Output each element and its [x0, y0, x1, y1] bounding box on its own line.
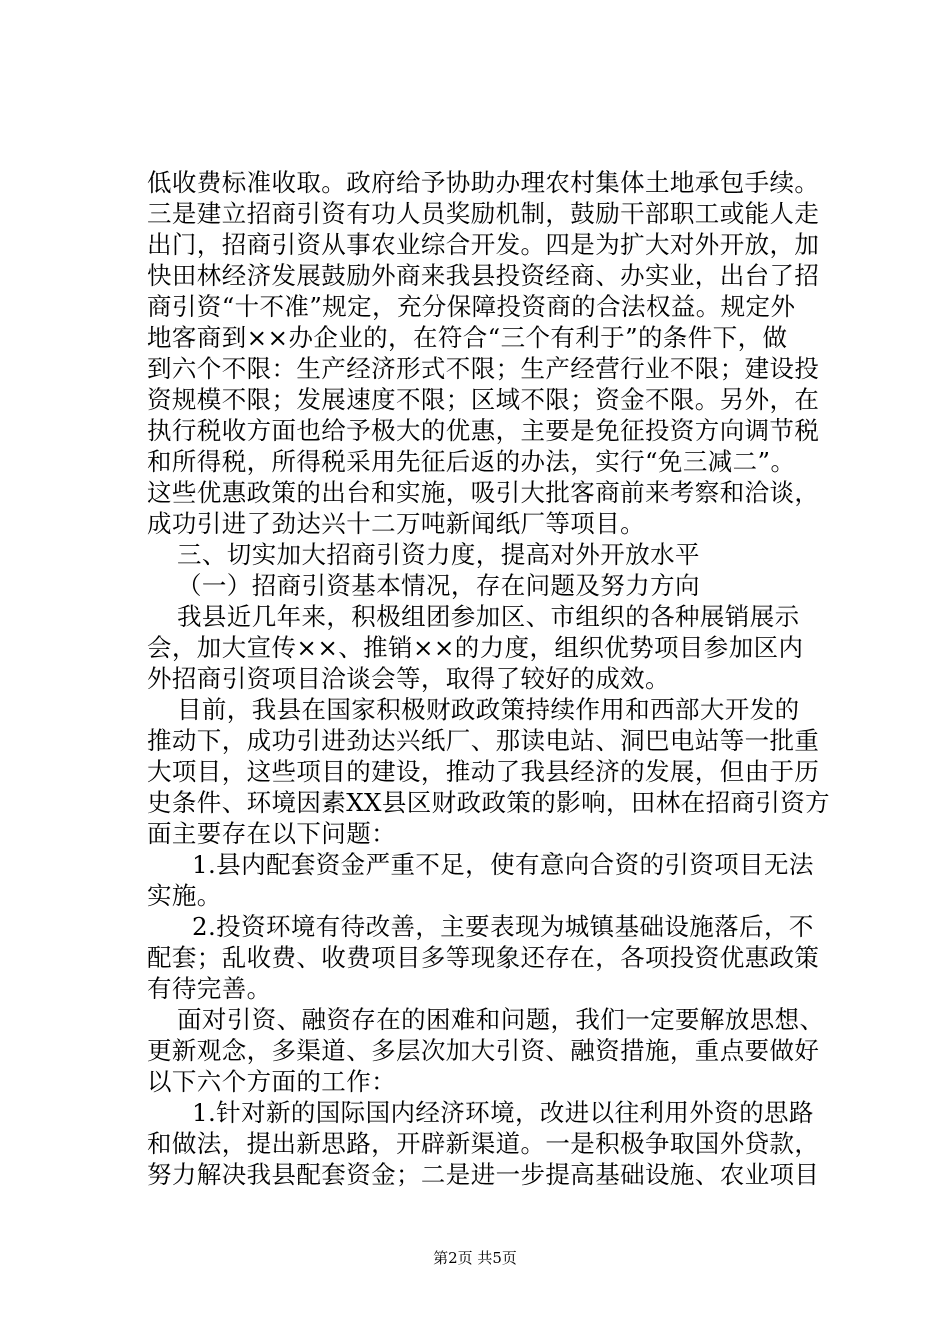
- text-line: 目前，我县在国家积极财政政策持续作用和西部大开发的: [177, 695, 800, 724]
- text-line: 配套；乱收费、收费项目多等现象还存在，各项投资优惠政策: [147, 943, 820, 972]
- text-line: 推动下，成功引进劲达兴纸厂、那读电站、洞巴电站等一批重: [147, 726, 820, 755]
- text-line: 低收费标准收取。政府给予协助办理农村集体土地承包手续。: [147, 168, 820, 197]
- text-line: 外招商引资项目洽谈会等，取得了较好的成效。: [147, 664, 670, 693]
- text-line: 出门，招商引资从事农业综合开发。四是为扩大对外开放，加: [147, 230, 820, 259]
- text-line: 这些优惠政策的出台和实施，吸引大批客商前来考察和洽谈，: [147, 478, 820, 507]
- text-line: 以下六个方面的工作：: [147, 1067, 396, 1096]
- text-line: 商引资“十不准”规定，充分保障投资商的合法权益。规定外: [147, 292, 796, 321]
- text-line: 有待完善。: [147, 974, 272, 1003]
- text-line: 执行税收方面也给予极大的优惠，主要是免征投资方向调节税: [147, 416, 820, 445]
- text-line: 大项目，这些项目的建设，推动了我县经济的发展，但由于历: [147, 757, 820, 786]
- text-line: 面主要存在以下问题：: [147, 819, 396, 848]
- text-line: 面对引资、融资存在的困难和问题，我们一定要解放思想、: [177, 1005, 825, 1034]
- list-item: 2.投资环境有待改善，主要表现为城镇基础设施落后，不: [192, 912, 814, 941]
- text-line: 实施。: [147, 881, 222, 910]
- text-line: 会，加大宣传××、推销××的力度，组织优势项目参加区内: [147, 633, 804, 662]
- text-line: 三是建立招商引资有功人员奖励机制，鼓励干部职工或能人走: [147, 199, 820, 228]
- list-item: 1.县内配套资金严重不足，使有意向合资的引资项目无法: [192, 850, 814, 879]
- text-line: 更新观念，多渠道、多层次加大引资、融资措施，重点要做好: [147, 1036, 820, 1065]
- list-item: 1.针对新的国际国内经济环境，改进以往利用外资的思路: [192, 1098, 814, 1127]
- text-line: 到六个不限：生产经济形式不限；生产经营行业不限；建设投: [147, 354, 820, 383]
- text-line: 快田林经济发展鼓励外商来我县投资经商、办实业，出台了招: [147, 261, 820, 290]
- section-heading: 三、切实加大招商引资力度，提高对外开放水平: [177, 540, 700, 569]
- text-line: 和做法，提出新思路，开辟新渠道。一是积极争取国外贷款，: [147, 1129, 820, 1158]
- text-line: 地客商到××办企业的，在符合“三个有利于”的条件下，做: [147, 323, 788, 352]
- text-line: 史条件、环境因素XX县区财政政策的影响，田林在招商引资方: [147, 788, 831, 817]
- text-line: 努力解决我县配套资金；二是进一步提高基础设施、农业项目: [147, 1160, 820, 1189]
- subsection-heading: （一）招商引资基本情况，存在问题及努力方向: [177, 571, 700, 600]
- text-line: 我县近几年来，积极组团参加区、市组织的各种展销展示: [177, 602, 800, 631]
- page-number-footer: 第2页 共5页: [433, 1249, 517, 1267]
- text-line: 成功引进了劲达兴十二万吨新闻纸厂等项目。: [147, 509, 645, 538]
- text-line: 资规模不限；发展速度不限；区域不限；资金不限。另外，在: [147, 385, 820, 414]
- text-line: 和所得税，所得税采用先征后返的办法，实行“免三减二”。: [147, 447, 796, 476]
